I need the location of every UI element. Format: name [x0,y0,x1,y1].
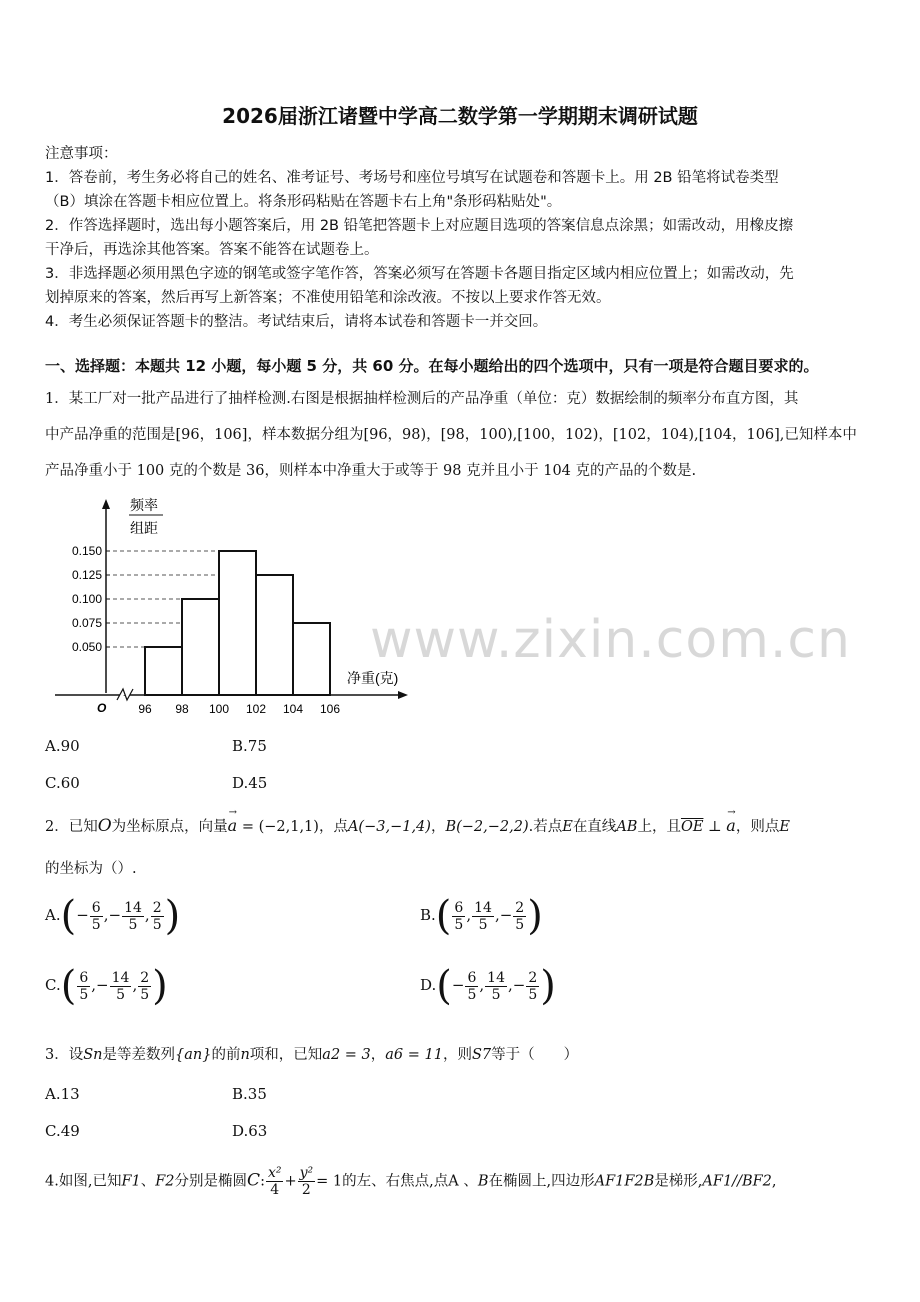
question-1-line: 1．某工厂对一批产品进行了抽样检测.右图是根据抽样检测后的产品净重（单位：克）数据绘制的频率分布直方图，其 [45,391,799,407]
question-1-line: 中产品净重的范围是[96，106]，样本数据分组为[96，98)，[98，100),[100，102)，[102，104),[104，106],已知样本中 [45,427,857,443]
question-2-line-1: 2．已知O为坐标原点，向量 → a = (−2,1,1)，点A(−3,−1,4)，B(−2,−2,2).若点E在直线AB上，且$\overline{OE}$ ⊥ → a，则点E [45,807,790,836]
question-3-option-b: B.35 [232,1085,267,1103]
x-axis-arrow [398,691,408,699]
question-2-option-a: A.(− $\frac{6}{5}$ ,− $\frac{14}{5}$ , $\frac{2}{5}$ ) [45,893,181,939]
page-title: 2026届浙江诸暨中学高二数学第一学期期末调研试题 [222,104,698,128]
watermark: www.zixin.com.cn [370,610,851,670]
question-1-option-a: A.90 [45,737,80,755]
question-3-stem: 3．设Sn是等差数列{an}的前n项和，已知a2 = 3，a6 = 11，则S7等于（ ） [45,1047,579,1063]
question-2-line-2: 的坐标为（）. [45,861,137,877]
histogram-bar [256,575,293,695]
question-3-option-c: C.49 [45,1122,80,1140]
notice-heading: 注意事项： [45,146,118,162]
question-1-line: 产品净重小于 100 克的个数是 36，则样本中净重大于或等于 98 克并且小于 104 克的产品的个数是. [45,463,697,479]
y-tick-label: 0.050 [71,640,102,654]
x-tick-label: 98 [175,702,189,716]
question-3-option-a: A.13 [45,1085,80,1103]
question-3-option-d: D.63 [232,1122,268,1140]
notice-line: 2．作答选择题时，选出每小题答案后，用 2B 铅笔把答题卡上对应题目选项的答案信息点涂黑；如需改动，用橡皮擦 [45,218,794,234]
question-4-stem: 4.如图,已知F1、F2分别是椭圆C: $\frac{\text{x²}}{4}$ + $\frac{\text{y²}}{2}$ = 1的左、右焦点,点A 、B在椭圆上,四边形AF1F2B是梯形,AF1//BF2, [45,1165,777,1198]
histogram-bar [145,647,182,695]
y-tick-label: 0.075 [71,616,102,630]
x-tick-label: 106 [319,702,341,716]
y-tick-label: 0.150 [71,544,102,558]
section-heading: 一、选择题：本题共 12 小题，每小题 5 分，共 60 分。在每小题给出的四个选项中，只有一项是符合题目要求的。 [45,357,819,375]
question-1-option-b: B.75 [232,737,267,755]
origin-label: O [97,701,107,715]
y-tick-label: 0.100 [71,592,102,606]
question-2-option-b: B.( $\frac{6}{5}$ , $\frac{14}{5}$ ,− $\frac{2}{5}$ ) [420,893,543,939]
notice-line: 1．答卷前，考生务必将自己的姓名、准考证号、考场号和座位号填写在试题卷和答题卡上。用 2B 铅笔将试卷类型 [45,170,779,186]
x-tick-label: 100 [208,702,230,716]
notice-line: 4．考生必须保证答题卡的整洁。考试结束后，请将本试卷和答题卡一并交回。 [45,314,548,330]
histogram-bar [293,623,330,695]
x-tick-label: 102 [245,702,267,716]
y-label-top: 频率 [130,497,158,513]
x-tick-label: 104 [282,702,304,716]
notice-line: 划掉原来的答案，然后再写上新答案；不准使用铅笔和涂改液。不按以上要求作答无效。 [45,290,611,306]
x-axis-label: 净重(克) [347,670,399,686]
y-axis-arrow [102,499,110,509]
question-1-option-c: C.60 [45,774,80,792]
question-2-option-d: D.(− $\frac{6}{5}$ , $\frac{14}{5}$ ,− $\frac{2}{5}$ ) [420,963,556,1009]
notice-line: （B）填涂在答题卡相应位置上。将条形码粘贴在答题卡右上角"条形码粘贴处"。 [45,194,562,210]
histogram-bar [182,599,219,695]
axis-break [117,689,133,700]
y-tick-label: 0.125 [71,568,102,582]
x-tick-label: 96 [138,702,152,716]
notice-line: 干净后，再选涂其他答案。答案不能答在试题卷上。 [45,242,379,258]
question-2-option-c: C.( $\frac{6}{5}$ ,− $\frac{14}{5}$ , $\frac{2}{5}$ ) [45,963,168,1009]
question-1-option-d: D.45 [232,774,268,792]
frequency-histogram [55,495,425,720]
y-label-bottom: 组距 [130,520,158,536]
histogram-bar [219,551,256,695]
notice-line: 3．非选择题必须用黑色字迹的钢笔或签字笔作答，答案必须写在答题卡各题目指定区域内相应位置上；如需改动，先 [45,266,794,282]
